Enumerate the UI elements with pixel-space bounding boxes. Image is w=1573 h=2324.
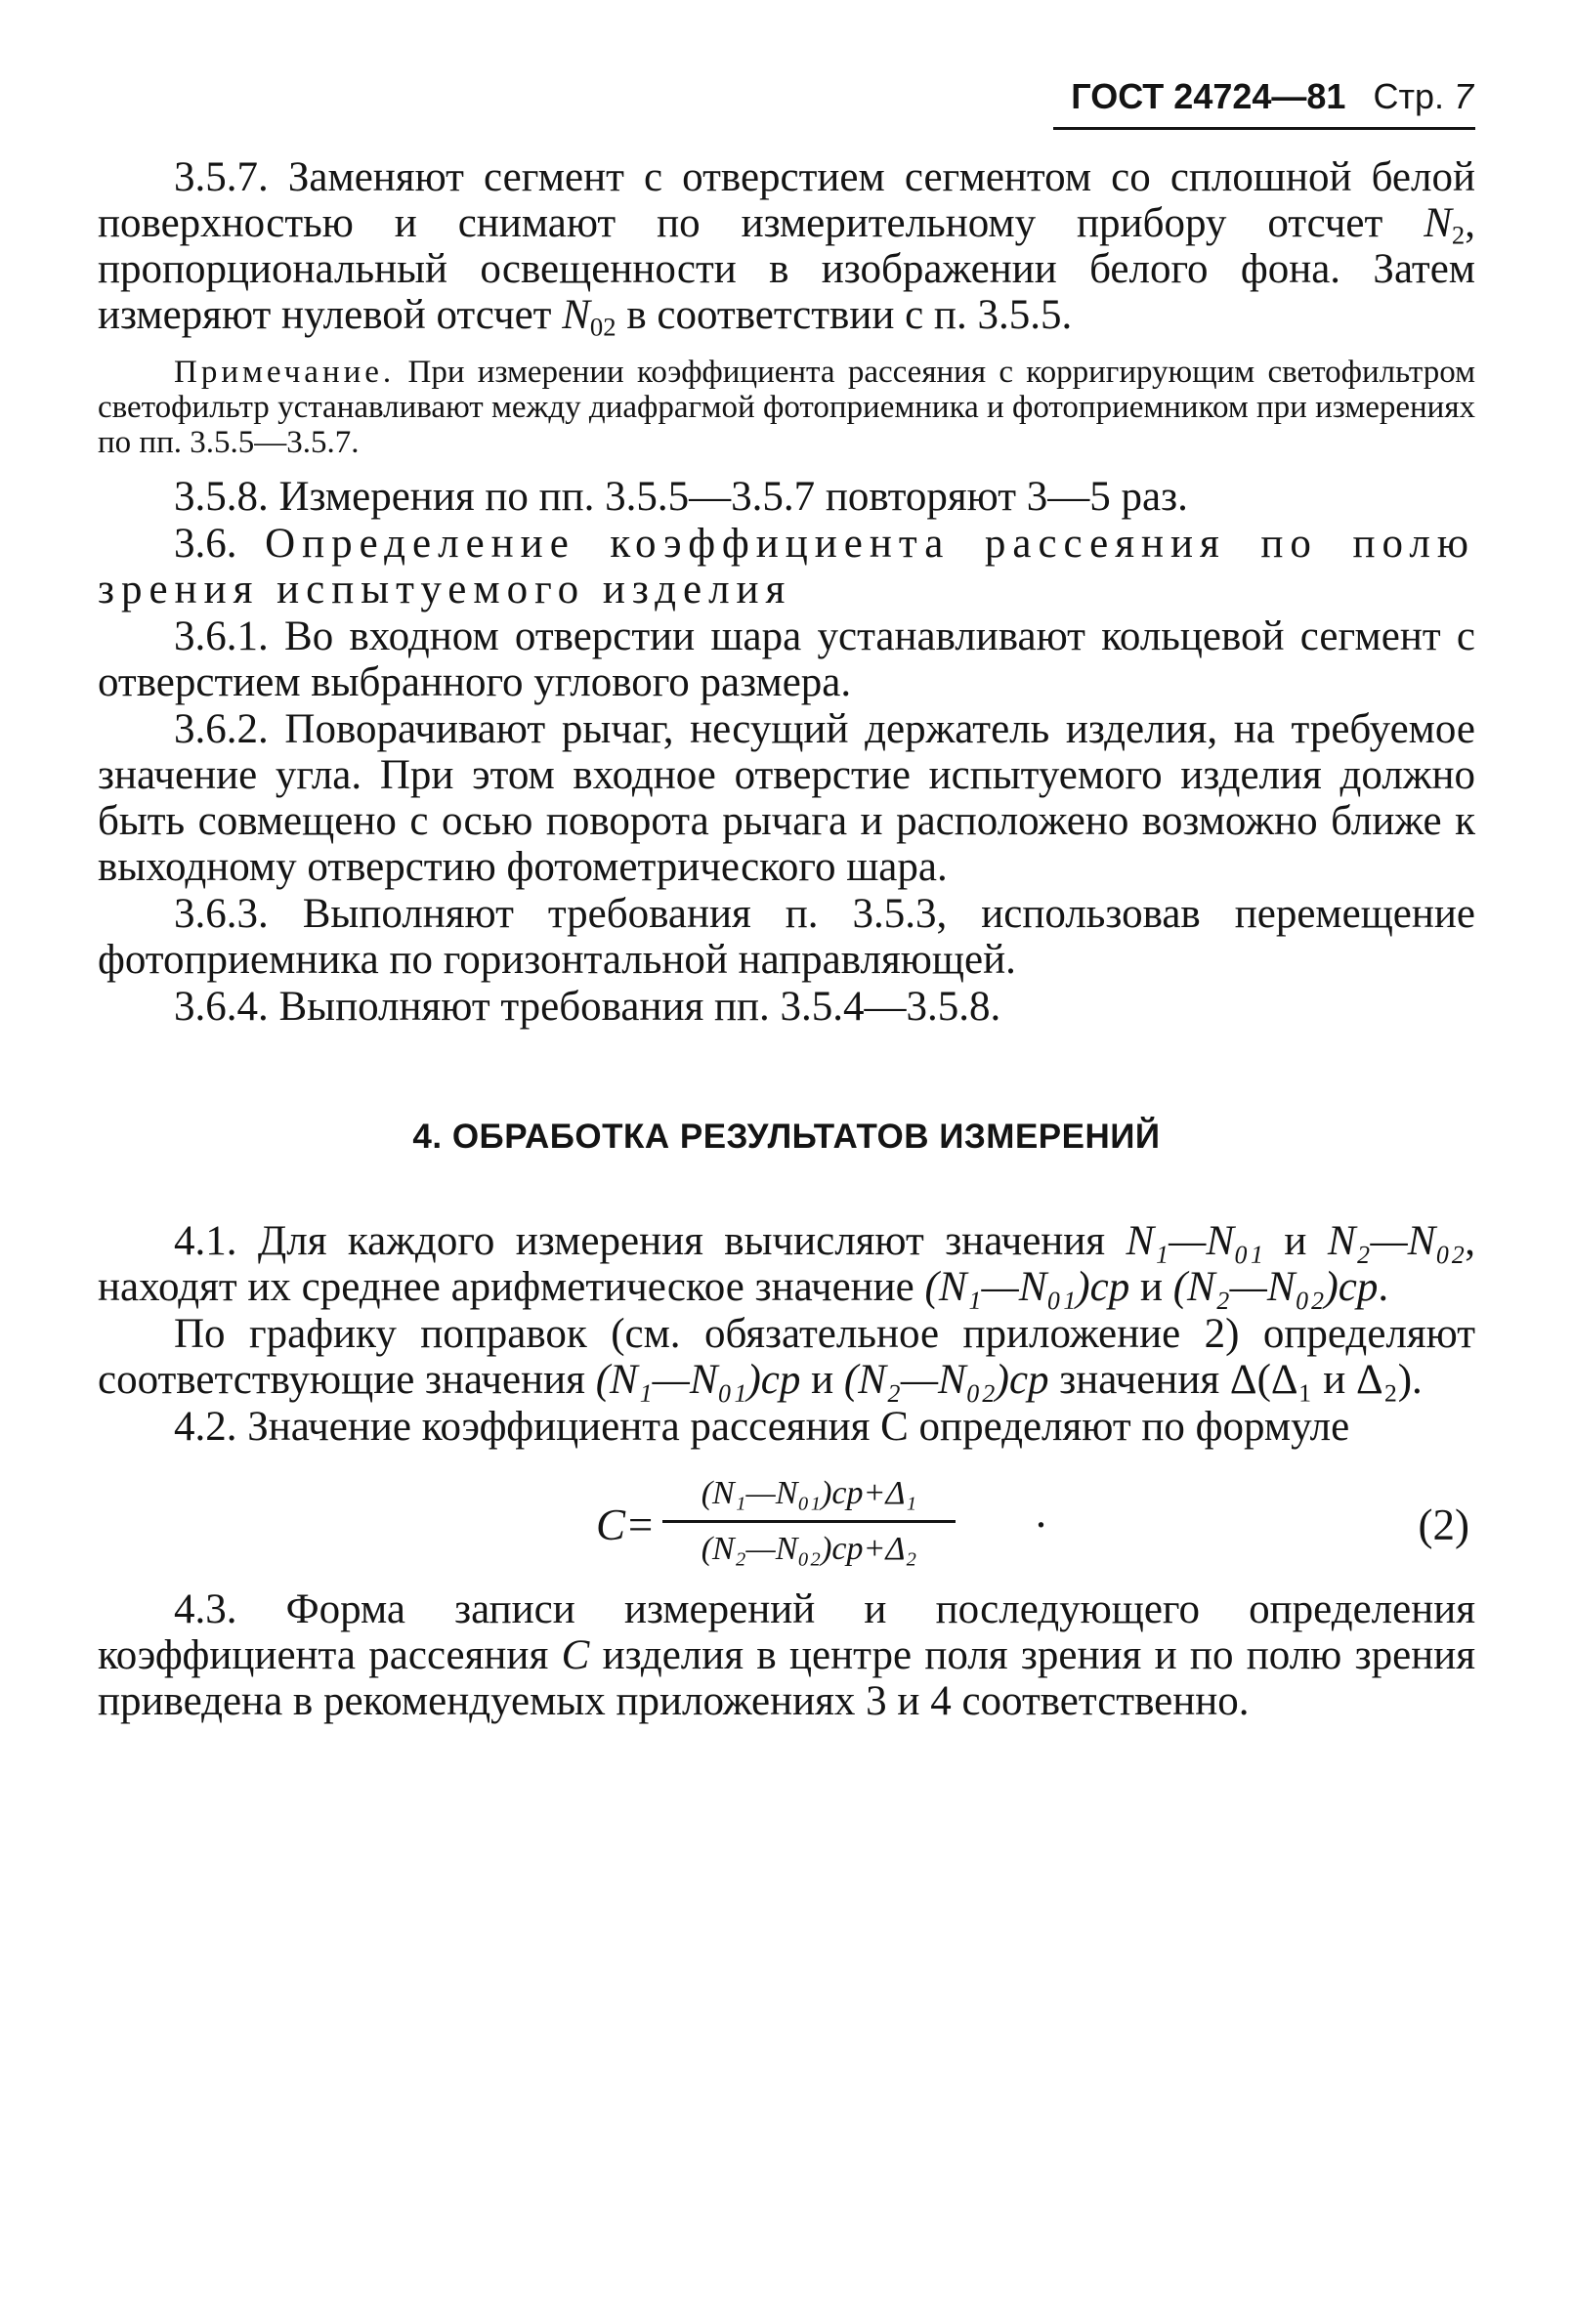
note-text: При измерении коэффициента рассеяния с корригирующим светофильтром светофильтр устанавливают между диафрагмой фотоприемника и фотоприемником при измерениях по пп. 3.5.5—3.5.7. [98,355,1476,460]
paragraph-3-6-1: 3.6.1. Во входном отверстии шара устанавливают кольцевой сегмент с отверстием выбранного углового размера. [98,613,1475,705]
formula-fraction [662,1473,956,1570]
paragraph-3-5-8: 3.5.8. Измерения по пп. 3.5.5—3.5.7 повторяют 3—5 раз. [174,474,1188,520]
paragraph-3-6-4: 3.6.4. Выполняют требования пп. 3.5.4—3.5.8. [174,984,1001,1030]
paragraph-4-1-graph: По графику поправок (см. обязательное приложение 2) определяют соответствующие значения (N₁—N₀₁)ср и (N₂—N₀₂)ср значения Δ(Δ₁ и Δ₂). [98,1311,1475,1403]
heading-3-6: 3.6. Определение коэффициента рассеяния по полю зрения испытуемого изделия [98,521,1475,613]
equation-number: (2) [1418,1500,1469,1549]
running-header [1053,76,1473,117]
paragraph-4-3: 4.3. Форма записи измерений и последующего определения коэффициента рассеяния С изделия в центре поля зрения и по полю зрения приведена в рекомендуемых приложениях 3 и 4 соответственно. [98,1586,1476,1724]
formula-numerator: (N₁—N₀₁)ср+Δ₁ [701,1475,917,1511]
paragraph-3-6-3: 3.6.3. Выполняют требования п. 3.5.3, использовав перемещение фотоприемника по горизонтальной направляющей. [98,891,1475,983]
section-4-title: 4. ОБРАБОТКА РЕЗУЛЬТАТОВ ИЗМЕРЕНИЙ [412,1118,1161,1156]
page-number: 7 [1453,76,1473,116]
page-label: Стр. [1373,76,1444,116]
formula-lhs: C= [596,1500,656,1549]
fraction-bar [662,1520,956,1523]
formula-denominator: (N₂—N₀₂)ср+Δ₂ [701,1531,917,1567]
paragraph-4-1: 4.1. Для каждого измерения вычисляют значения N₁—N₀₁ и N₂—N₀₂, находят их среднее арифметическое значение (N₁—N₀₁)ср и (N₂—N₀₂)ср. [98,1218,1476,1310]
standard-number: ГОСТ 24724—81 [1071,76,1346,116]
formula-dot: · [1034,1500,1048,1549]
paragraph-4-2: 4.2. Значение коэффициента рассеяния С определяют по формуле [174,1404,1350,1450]
header-rule [1053,127,1475,130]
body-text [98,154,1475,1724]
note-label: Примечание. [174,355,396,390]
paragraph-3-6-2: 3.6.2. Поворачивают рычаг, несущий держатель изделия, на требуемое значение угла. При этом входное отверстие испытуемого изделия должно быть совмещено с осью поворота рычага и расположено возможно ближе к выходному отверстию фотометрического шара. [98,706,1475,890]
formula-2 [98,1473,1475,1575]
note [98,355,1475,460]
paragraph-3-5-7: 3.5.7. Заменяют сегмент с отверстием сегментом со сплошной белой поверхностью и снимают по измерительному прибору отсчет $N_2$, пропорциональный освещенности в изображении белого фона. Затем измеряют нулевой отсчет $N_{02}$ в соответствии с п. 3.5.5. [98,154,1475,342]
